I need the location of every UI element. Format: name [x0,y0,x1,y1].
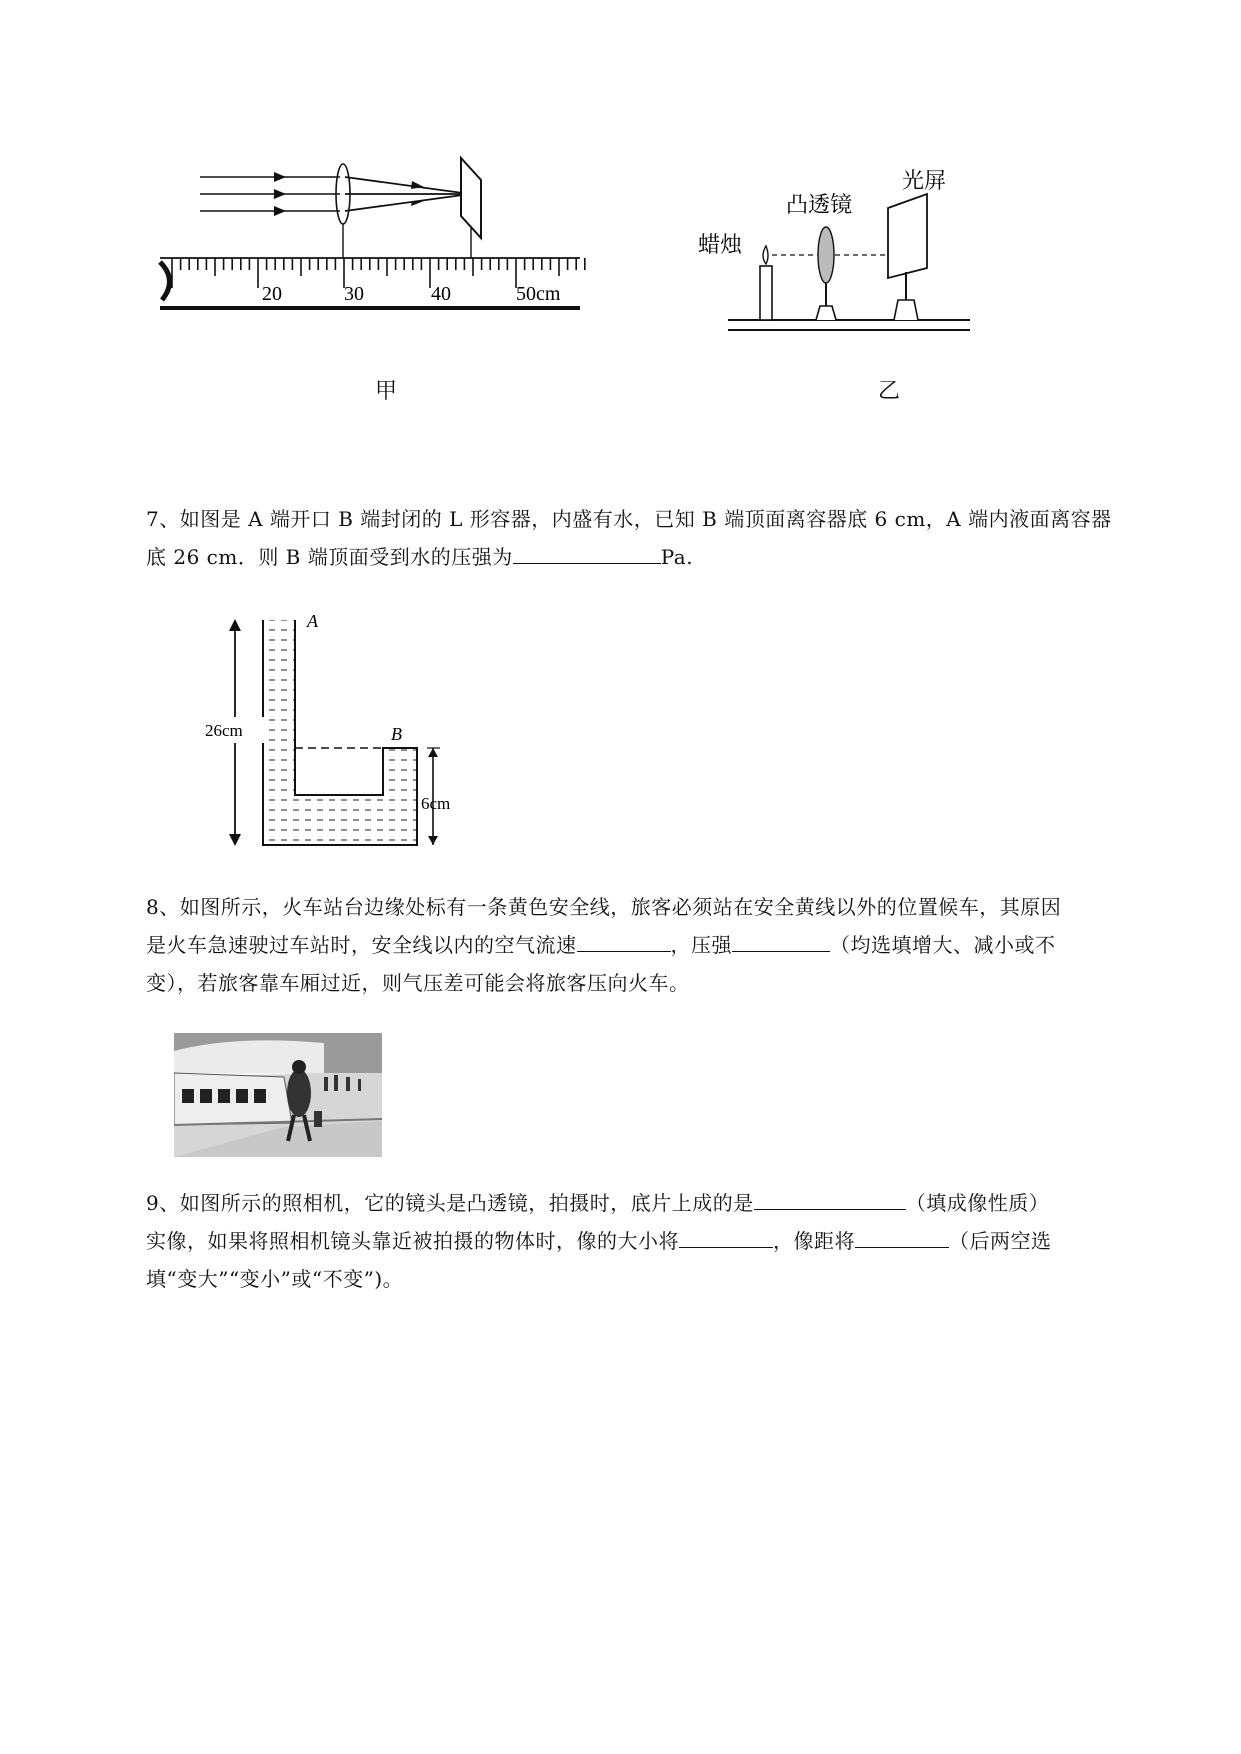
figure-jia-caption: 甲 [375,379,398,404]
q8-line3: 变），若旅客靠车厢过近，则气压差可能会将旅客压向火车。 [146,971,690,995]
q7-answer-blank[interactable] [513,541,661,564]
q9-blank-image-distance[interactable] [855,1225,949,1248]
screen [461,158,481,238]
ruler-label: 20 [262,283,282,305]
train-station-photo [174,1033,382,1157]
flame-icon [763,246,768,264]
passenger [287,1069,311,1117]
label-a: A [307,611,318,631]
question-9 [146,1184,1146,1298]
question-8 [146,888,1146,1002]
q9-blank-image-nature[interactable] [754,1187,906,1210]
figure-yi-optical-bench [680,160,1000,340]
ruler-label: 50cm [516,283,561,305]
q9-line2: 实像，如果将照相机镜头靠近被拍摄的物体时，像的大小将 ，像距将 （后两空选 [146,1222,1146,1260]
q8-blank-speed[interactable] [577,929,671,952]
ruler-label: 40 [431,283,451,305]
q9-line3: 填“变大”“变小”或“不变”)。 [146,1267,404,1291]
q8-line2: 是火车急速驶过车站时，安全线以内的空气流速 ，压强 （均选填增大、减小或不 [146,926,1146,964]
q7-line2: 底 26 cm．则 B 端顶面受到水的压强为 Pa. [146,538,1146,576]
q8-blank-pressure[interactable] [732,929,830,952]
label-26cm: 26cm [205,721,243,740]
figure-yi-caption: 乙 [878,379,901,404]
candle-label: 蜡烛 [698,233,743,258]
figure-jia-focal-length [150,150,650,350]
convex-lens [818,227,834,283]
screen-label: 光屏 [902,169,947,194]
lens-label: 凸透镜 [786,193,853,218]
ruler [160,258,585,308]
ruler-label: 30 [344,283,364,305]
refracted-ray [345,194,470,211]
q9-line1: 9、如图所示的照相机，它的镜头是凸透镜，拍摄时，底片上成的是 （填成像性质） [146,1184,1146,1222]
figure-l-container [195,605,475,865]
refracted-ray [345,177,470,194]
question-7 [146,500,1146,576]
q8-line1: 8、如图所示，火车站台边缘处标有一条黄色安全线，旅客必须站在安全黄线以外的位置候车，其原因 [146,895,1062,919]
candle [760,266,772,320]
light-screen [888,194,927,278]
label-b: B [391,724,402,744]
q9-blank-image-size[interactable] [679,1225,773,1248]
q7-line1: 7、如图是 A 端开口 B 端封闭的 L 形容器，内盛有水，已知 B 端顶面离容器底 6 cm，A 端内液面离容器 [146,507,1112,531]
label-6cm: 6cm [421,794,451,813]
